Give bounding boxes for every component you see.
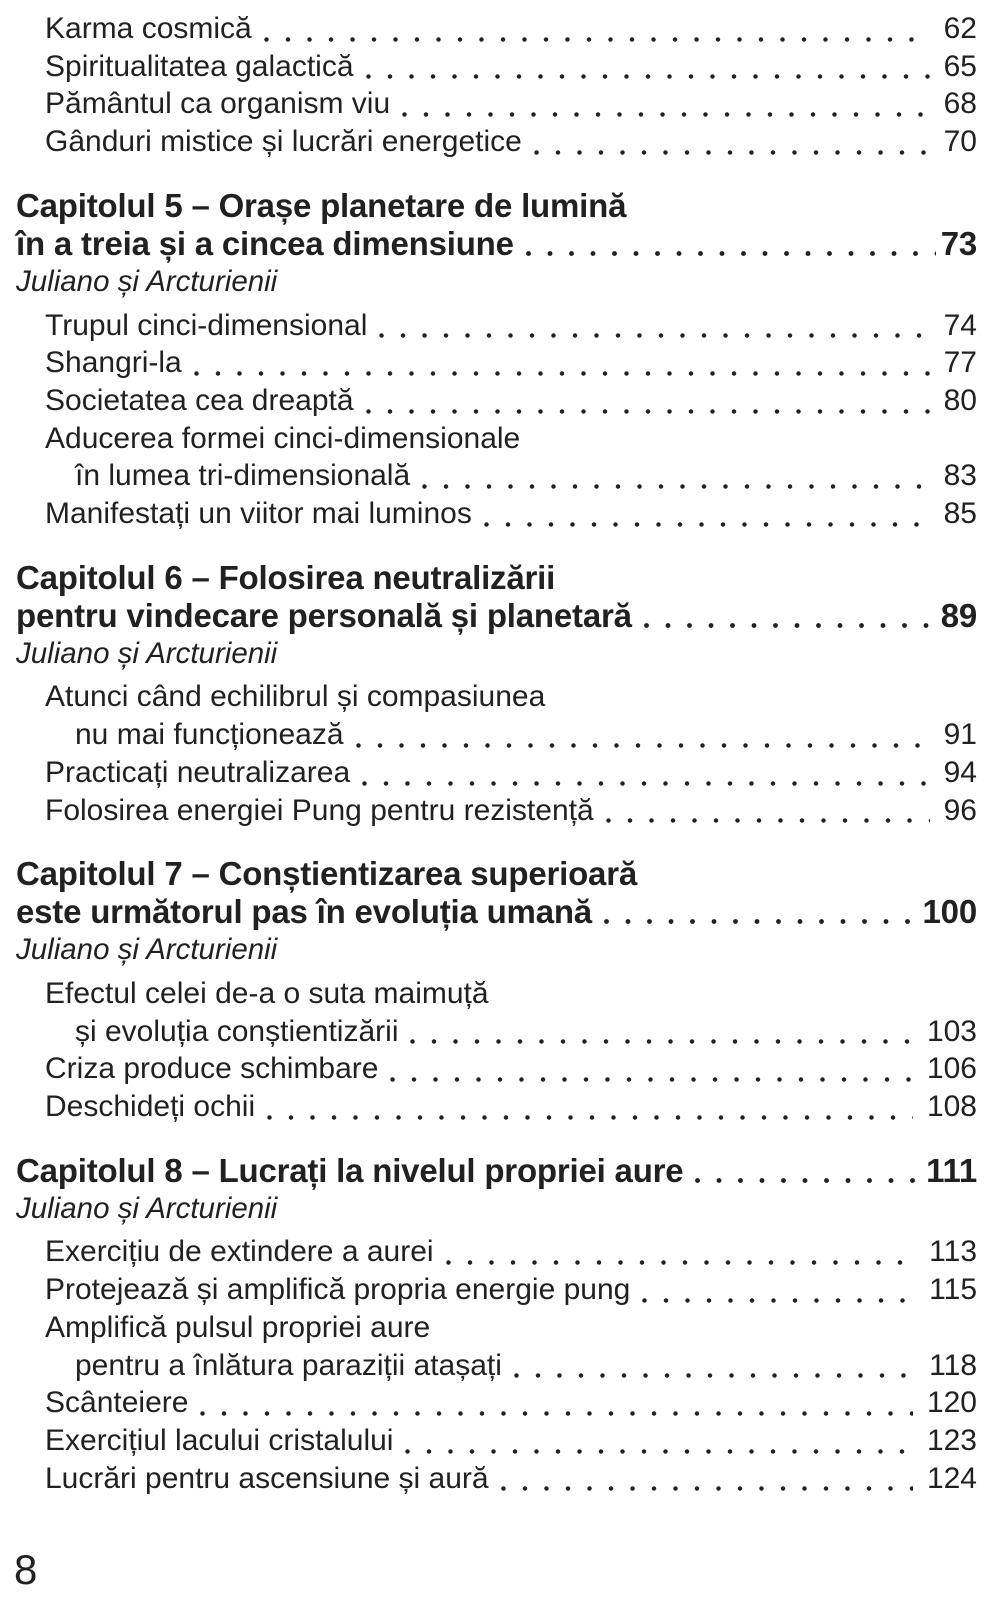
- dot-leader: [200, 1411, 913, 1416]
- toc-entry: [16, 1460, 977, 1498]
- toc-entry: [16, 792, 977, 830]
- dot-leader: [410, 1039, 912, 1044]
- toc-entry-line2: [16, 457, 977, 495]
- chapter-heading-line2: [16, 893, 977, 931]
- dot-leader: [604, 919, 918, 924]
- chapter-page: 89: [940, 596, 977, 634]
- toc-entry-label: Shangri-la: [45, 346, 182, 380]
- toc-entry: [16, 382, 977, 420]
- dot-leader: [366, 409, 930, 414]
- toc-entry-label-cont: pentru a înlătura paraziții atașați: [75, 1348, 502, 1382]
- chapter-page: 73: [940, 224, 977, 262]
- toc-entry: [16, 307, 977, 345]
- toc-entry-page: 65: [943, 49, 977, 83]
- toc-entry-line2: [16, 1347, 977, 1385]
- toc-entry-page: 113: [929, 1235, 977, 1269]
- dot-leader: [514, 1373, 915, 1378]
- toc-entry-page: 62: [943, 12, 977, 45]
- toc-entry-label: Efectul celei de-a o suta maimuță: [45, 976, 489, 1010]
- channel-author: [16, 1190, 977, 1228]
- toc-entry-page: 83: [943, 459, 977, 493]
- channel-author-label: Juliano și Arcturienii: [16, 636, 278, 670]
- toc-entry: [16, 344, 977, 382]
- toc-entry-label: Aducerea formei cinci-dimensionale: [45, 421, 521, 455]
- toc-entry-wrapped: [16, 975, 977, 1050]
- dot-leader: [642, 1298, 915, 1303]
- toc-entry-page: 115: [929, 1273, 977, 1307]
- channel-author: [16, 931, 977, 969]
- dot-leader: [194, 371, 930, 376]
- toc-entry-line2: [16, 716, 977, 754]
- dot-leader: [390, 1077, 912, 1082]
- toc-entry-page: 68: [943, 87, 977, 121]
- dot-leader: [501, 1486, 913, 1491]
- channel-author-label: Juliano și Arcturienii: [16, 264, 278, 298]
- toc-entry-line1: [16, 1309, 977, 1347]
- toc-entry-page: 106: [926, 1052, 977, 1086]
- toc-entry-page: 70: [943, 125, 977, 159]
- toc-entry-label-cont: și evoluția conștientizării: [75, 1014, 399, 1048]
- dot-leader: [379, 333, 929, 338]
- dot-leader: [267, 1115, 913, 1120]
- toc-entry-page: 108: [926, 1090, 977, 1124]
- toc-entry-wrapped: [16, 1309, 977, 1384]
- toc-entry-page: 94: [943, 755, 977, 789]
- toc-entry-line1: [16, 975, 977, 1013]
- toc-entry: [16, 1384, 977, 1422]
- toc-entry-label-cont: nu mai funcționează: [75, 718, 344, 752]
- toc-entry-label: Trupul cinci-dimensional: [45, 308, 368, 342]
- chapter-heading: [16, 1152, 977, 1190]
- toc-entry: [16, 1088, 977, 1126]
- chapter-title: Capitolul 5 – Orașe planetare de lumină: [16, 186, 627, 224]
- toc-entry: [16, 10, 977, 48]
- toc-entry-page: 80: [943, 383, 977, 417]
- toc-entry-label: Exercițiu de extindere a aurei: [45, 1235, 434, 1269]
- chapter-title: Capitolul 6 – Folosirea neutralizării: [16, 558, 556, 596]
- dot-leader: [362, 781, 929, 786]
- toc-entry-page: 120: [926, 1386, 977, 1420]
- toc-entry-label: Scânteiere: [45, 1386, 189, 1420]
- toc-entry-page: 96: [943, 793, 977, 827]
- toc-entry-label: Protejează și amplifică propria energie pung: [45, 1273, 631, 1307]
- toc-entry-page: 118: [929, 1348, 977, 1382]
- toc-entry-label: Exercițiul lacului cristalului: [45, 1423, 394, 1457]
- toc-entry-label: Societatea cea dreaptă: [45, 383, 354, 417]
- dot-leader: [366, 74, 930, 79]
- toc-entry: [16, 1271, 977, 1309]
- toc-entry-line1: [16, 678, 977, 716]
- chapter-heading-line2: [16, 225, 977, 263]
- toc-entry-label: Folosirea energiei Pung pentru rezistență: [45, 793, 594, 827]
- toc-entry-label: Practicați neutralizarea: [45, 755, 351, 789]
- toc-entry: [16, 48, 977, 86]
- toc-entry-page: 124: [926, 1461, 977, 1495]
- chapter-subtitle: este următorul pas în evoluția umană: [16, 893, 592, 931]
- toc-entry-label: Lucrări pentru ascensiune și aură: [45, 1461, 489, 1495]
- toc-entry-wrapped: [16, 678, 977, 753]
- toc-entry-label: Criza produce schimbare: [45, 1052, 379, 1086]
- chapter-heading-line1: [16, 559, 977, 597]
- dot-leader: [606, 818, 930, 823]
- toc-entry-page: 74: [943, 308, 977, 342]
- chapter-page: 100: [922, 893, 977, 931]
- toc-entry-label: Manifestați un viitor mai luminos: [45, 497, 472, 531]
- toc-entry-page: 77: [943, 346, 977, 380]
- toc-entry-wrapped: [16, 420, 977, 495]
- toc-entry-line1: [16, 420, 977, 458]
- dot-leader: [644, 623, 936, 628]
- channel-author: [16, 263, 977, 301]
- chapter-title: Capitolul 8 – Lucrați la nivelul propriei aure: [16, 1151, 684, 1189]
- chapter-heading: [16, 559, 977, 635]
- chapter-heading-line1: [16, 1152, 977, 1190]
- toc-entry-line2: [16, 1013, 977, 1051]
- toc-entry-label-cont: în lumea tri-dimensională: [75, 459, 411, 493]
- toc-entry: [16, 495, 977, 533]
- toc-entry: [16, 754, 977, 792]
- toc-entry-label: Atunci când echilibrul și compasiunea: [45, 680, 546, 714]
- toc-entry: [16, 85, 977, 123]
- toc-entry-label: Spiritualitatea galactică: [45, 49, 354, 83]
- chapter-title: Capitolul 7 – Conștientizarea superioară: [16, 855, 637, 893]
- toc-entry-page: 85: [943, 497, 977, 531]
- dot-leader: [484, 522, 930, 527]
- toc-entry-page: 103: [926, 1014, 977, 1048]
- toc-entry-label: Amplifică pulsul propriei aure: [45, 1310, 431, 1344]
- toc-entry-page: 123: [926, 1423, 977, 1457]
- chapter-heading-line1: [16, 855, 977, 893]
- toc-entry: [16, 123, 977, 161]
- chapter-subtitle: în a treia și a cincea dimensiune: [16, 224, 514, 262]
- channel-author: [16, 635, 977, 673]
- dot-leader: [526, 251, 936, 256]
- toc-entry: [16, 1233, 977, 1271]
- toc-entry: [16, 1050, 977, 1088]
- toc-entry-label: Pământul ca organism viu: [45, 87, 391, 121]
- channel-author-label: Juliano și Arcturienii: [16, 933, 278, 967]
- dot-leader: [264, 37, 930, 42]
- chapter-heading: [16, 187, 977, 263]
- dot-leader: [356, 743, 930, 748]
- dot-leader: [405, 1449, 912, 1454]
- dot-leader: [695, 1178, 921, 1183]
- dot-leader: [534, 150, 930, 155]
- toc-entry-page: 91: [943, 718, 977, 752]
- chapter-heading: [16, 855, 977, 931]
- toc-entry: [16, 1422, 977, 1460]
- toc-entry-label: Deschideți ochii: [45, 1090, 256, 1124]
- toc-list: [16, 10, 977, 1497]
- channel-author-label: Juliano și Arcturienii: [16, 1191, 278, 1225]
- chapter-subtitle: pentru vindecare personală și planetară: [16, 596, 632, 634]
- chapter-page: 111: [926, 1151, 977, 1189]
- page-number: 8: [14, 1546, 38, 1593]
- chapter-heading-line2: [16, 597, 977, 635]
- dot-leader: [446, 1260, 916, 1265]
- chapter-heading-line1: [16, 187, 977, 225]
- dot-leader: [402, 112, 929, 117]
- toc-entry-label: Gânduri mistice și lucrări energetice: [45, 125, 522, 159]
- dot-leader: [422, 484, 929, 489]
- toc-entry-label: Karma cosmică: [45, 12, 252, 45]
